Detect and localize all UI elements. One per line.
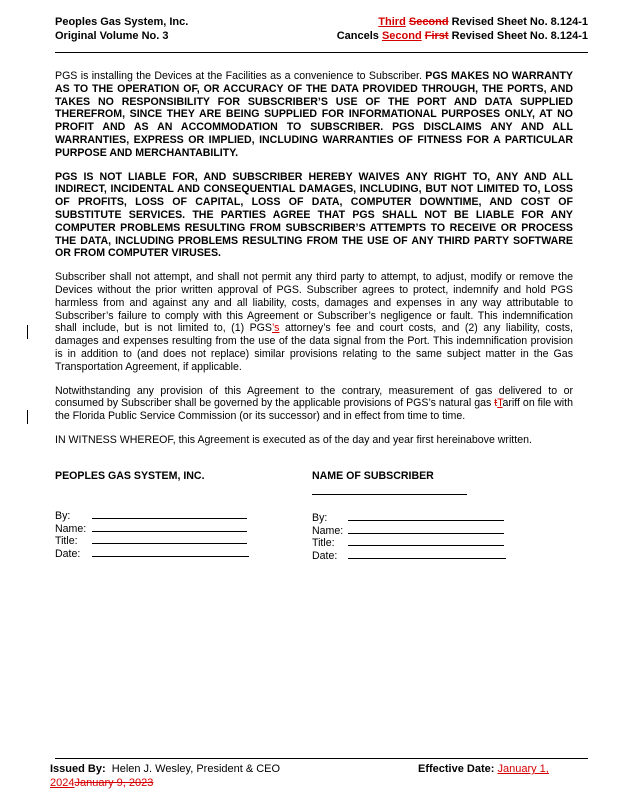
sub-title-line[interactable] xyxy=(348,536,504,546)
effective-inserted-1: January 1, xyxy=(497,763,549,775)
indemnification-text-a: Subscriber shall not attempt, and shall not permit any third party to attempt, to adjust, modify or remove the Devices without the prior written approval of PGS. Subscriber agrees to protect, indemnify and hold PGS harmless from and against any and all liability, costs, damages and expenses in any way attributable to Subscriber’s failure to comply with this Agreement or Subscriber’s negligence or fault. This indemnification shall include, but is not limited to, (1) PGS xyxy=(55,271,573,335)
sub-name-line[interactable] xyxy=(348,524,504,534)
measurement-deleted: t xyxy=(494,397,498,410)
cancels-prefix: Cancels xyxy=(336,30,382,42)
document-body xyxy=(55,70,573,458)
footer-effective-line2 xyxy=(50,776,153,790)
sub-by-row: By: xyxy=(312,511,506,524)
pgs-date-row: Date: xyxy=(55,547,249,560)
issued-value: Helen J. Wesley, President & CEO xyxy=(105,763,281,775)
indemnification-inserted: ’s xyxy=(272,322,280,335)
volume-number: Original Volume No. 3 xyxy=(55,30,169,42)
pgs-title-line[interactable] xyxy=(92,534,247,544)
pgs-name-line[interactable] xyxy=(92,522,247,532)
warranty-disclaimer: PGS MAKES NO WARRANTY AS TO THE OPERATION OF, OR ACCURACY OF THE DATA PROVIDED THROUGH, THE PORTS, AND TAKES NO RESPONSIBILITY FOR SUBSCRIBER’S USE OF THE PORT AND DATA SUPPLIED THEREFROM, SINCE THEY ARE BEING SUPPLIED FOR INFORMATIONAL PURPOSES ONLY, AT NO PROFIT AND AS AN ACCOMMODATION TO SUBSCRIBER. PGS DISCLAIMS ANY AND ALL WARRANTIES, EXPRESS OR IMPLIED, INCLUDING WARRANTIES OF FITNESS FOR A PARTICULAR PURPOSE AND MERCHANTABILITY. xyxy=(55,70,573,159)
pgs-title-row: Title: xyxy=(55,534,249,547)
measurement-paragraph xyxy=(55,385,573,423)
cancels-rest: Revised Sheet No. 8.124-1 xyxy=(448,30,588,42)
cancels-line xyxy=(337,29,588,43)
sheet-number xyxy=(337,15,588,29)
header-left xyxy=(55,15,188,43)
header-right xyxy=(337,15,588,43)
signature-block-subscriber xyxy=(312,470,506,562)
company-name: Peoples Gas System, Inc. xyxy=(55,16,189,28)
pgs-by-row: By: xyxy=(55,509,249,522)
pgs-heading: PEOPLES GAS SYSTEM, INC. xyxy=(55,470,205,482)
sub-title-row: Title: xyxy=(312,536,506,549)
sheet-rest: Revised Sheet No. 8.124-1 xyxy=(448,16,588,28)
footer-effective xyxy=(418,762,549,776)
sub-date-line[interactable] xyxy=(348,549,506,559)
cancels-inserted: Second xyxy=(381,30,422,42)
witness-paragraph: IN WITNESS WHEREOF, this Agreement is executed as of the day and year first hereinabove written. xyxy=(55,433,532,446)
effective-inserted-2: 2024 xyxy=(50,777,75,789)
effective-deleted: January 9, 2023 xyxy=(74,777,154,789)
subscriber-heading: NAME OF SUBSCRIBER xyxy=(312,470,434,482)
measurement-inserted: T xyxy=(497,397,503,410)
footer-rule xyxy=(55,758,588,759)
change-bar xyxy=(27,410,28,424)
subscriber-name-line[interactable] xyxy=(312,484,467,495)
change-bar xyxy=(27,325,28,339)
sheet-deleted: Second xyxy=(408,16,449,28)
signature-block-pgs xyxy=(55,470,249,560)
measurement-text-b: ariff on file with the Florida Public Service Commission (or its successor) and in effect from time to time. xyxy=(55,397,573,423)
pgs-by-line[interactable] xyxy=(92,509,247,519)
pgs-name-row: Name: xyxy=(55,522,249,535)
pgs-date-line[interactable] xyxy=(92,547,249,557)
cancels-deleted: First xyxy=(424,30,449,42)
liability-paragraph: PGS IS NOT LIABLE FOR, AND SUBSCRIBER HEREBY WAIVES ANY RIGHT TO, ANY AND ALL INDIRECT, INCIDENTAL AND CONSEQUENTIAL DAMAGES, INCLUDING, BUT NOT LIMITED TO, LOSS OF PROFITS, LOSS OF CAPITAL, LOSS OF DATA, COMPUTER DOWNTIME, AND COST OF SUBSTITUTE SERVICES. THE PARTIES AGREE THAT PGS SHALL NOT BE LIABLE FOR ANY COMPUTER PROBLEMS RESULTING FROM SUBSCRIBER’S ATTEMPTS TO RECEIVE OR PROCESS THE DATA, INCLUDING PROBLEMS RESULTING FROM THE USE OF ANY THIRD PARTY SOFTWARE OR FROM COMPUTER VIRUSES. xyxy=(55,170,573,260)
measurement-text-a: Notwithstanding any provision of this Agreement to the contrary, measurement of gas delivered to or consumed by Subscriber shall be governed by the applicable provisions of PGS’s natural gas xyxy=(55,384,573,410)
sheet-inserted: Third xyxy=(378,16,406,28)
indemnification-paragraph xyxy=(55,271,573,373)
footer-issued xyxy=(50,762,280,776)
indemnification-text-b: attorney’s fee and court costs, and (2) any liability, costs, damages and expenses resulting from the use of the data signal from the Port. This indemnification provision is in addition to (and does not replace) similar provisions relating to the same subject matter in the Gas Transportation Agreement, if applicable. xyxy=(55,322,573,373)
effective-label: Effective Date: xyxy=(418,763,498,775)
header-rule xyxy=(55,52,588,53)
warranty-paragraph xyxy=(55,70,573,160)
sub-date-row: Date: xyxy=(312,549,506,562)
warranty-intro: PGS is installing the Devices at the Facilities as a convenience to Subscriber. xyxy=(55,70,426,82)
sub-by-line[interactable] xyxy=(348,511,504,521)
sub-name-row: Name: xyxy=(312,524,506,537)
issued-label: Issued By: xyxy=(50,763,106,775)
